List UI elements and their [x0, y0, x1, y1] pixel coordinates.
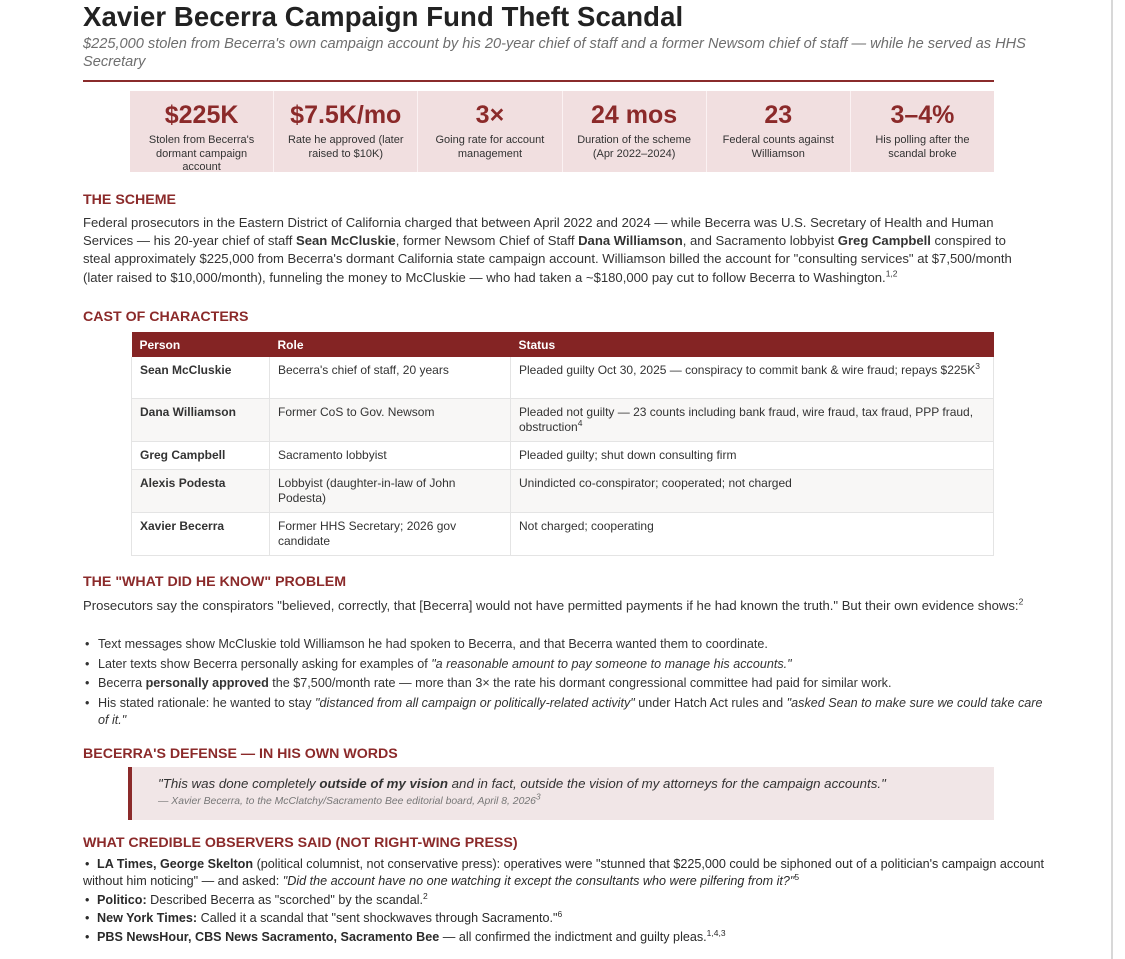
person-cell: Dana Williamson — [132, 398, 270, 441]
table-row — [132, 357, 994, 398]
stat-multiple — [417, 91, 561, 172]
text-run: (political columnist, not conservative press): operatives were "stunned that $225,000 could be siphoned out of a politician's campaign account without him noticing" — and asked: — [83, 857, 1045, 889]
text-run: "This was done completely — [158, 776, 320, 791]
table-row — [132, 441, 994, 469]
footnote-ref: 4 — [577, 417, 583, 428]
role-cell: Becerra's chief of staff, 20 years — [270, 357, 511, 398]
table-row — [132, 469, 994, 512]
stat-duration — [562, 91, 706, 172]
stat-value: 3× — [475, 101, 505, 129]
role-cell: Sacramento lobbyist — [270, 441, 511, 469]
text-run: conspired to steal approximately $225,000 from Becerra's dormant California state campaign account. Williamson billed the account for "consulting services" at $7,500/month (later raised to $10,000/month), funneling the money to McCluskie — who had taken a ~$180,000 pay cut to follow Becerra to Washington. — [83, 233, 1012, 285]
status-cell: Not charged; cooperating — [511, 512, 994, 555]
column-header: Person — [132, 332, 270, 357]
text-run: , and Sacramento lobbyist — [682, 233, 838, 249]
stat-label: Federal counts against Williamson — [722, 134, 834, 160]
section-heading-know: THE "WHAT DID HE KNOW" PROBLEM — [83, 574, 347, 590]
text-run: the $7,500/month rate — more than 3× the rate his dormant congressional committee had paid for similar work. — [268, 676, 892, 690]
person-cell: Sean McCluskie — [132, 357, 270, 398]
emphasis-run: outside of my vision — [319, 776, 448, 791]
stat-stolen — [130, 91, 273, 172]
list-item: • Text messages show McCluskie told Williamson he had spoken to Becerra, and that Becerra wanted them to coordinate. — [83, 636, 1053, 653]
stat-rate — [273, 91, 417, 172]
stat-label: Going rate for account management — [435, 134, 545, 160]
quote-run: "Did the account have no one watching it except the consultants who were pilfering from it?" — [282, 874, 795, 889]
know-intro — [83, 597, 1033, 615]
person-name: Dana Williamson — [578, 233, 683, 249]
column-header: Status — [511, 332, 994, 357]
list-item — [83, 910, 1073, 927]
footnote-ref: 2 — [1018, 596, 1024, 607]
observers-list — [83, 856, 1073, 947]
text-run: — Xavier Becerra, to the McClatchy/Sacramento Bee editorial board, April 8, 2026 — [158, 796, 536, 807]
section-heading-observers: WHAT CREDIBLE OBSERVERS SAID (NOT RIGHT-WING PRESS) — [83, 835, 518, 851]
list-item — [83, 656, 1053, 673]
text-run: , former Newsom Chief of Staff — [395, 233, 579, 249]
person-name: Sean McCluskie — [295, 233, 396, 249]
stat-counts — [706, 91, 850, 172]
page-subtitle: $225,000 stolen from Becerra's own campaign account by his 20-year chief of staff and a former Newsom chief of staff — while he served as HHS Secretary — [83, 36, 1026, 70]
page-title: Xavier Becerra Campaign Fund Theft Scandal — [83, 1, 684, 32]
source-name: Politico: — [97, 892, 147, 907]
quote-text — [158, 775, 994, 793]
stat-value: $7.5K/mo — [290, 101, 402, 129]
list-item — [83, 856, 1073, 890]
person-cell: Greg Campbell — [132, 441, 270, 469]
cast-table — [131, 332, 994, 556]
footnote-ref: 6 — [557, 909, 563, 920]
footnote-ref: 1,4,3 — [706, 927, 726, 938]
quote-attribution — [158, 791, 994, 807]
list-item — [83, 695, 1053, 729]
status-cell — [511, 398, 994, 441]
stat-value: 3–4% — [890, 101, 955, 129]
list-item — [83, 892, 1073, 909]
footnote-ref: 3 — [975, 361, 980, 371]
quote-run: "asked Sean to make sure we could take care of it." — [98, 695, 1043, 727]
role-cell: Former HHS Secretary; 2026 gov candidate — [270, 512, 511, 555]
footnote-ref: 2 — [423, 890, 428, 901]
text-run: Prosecutors say the conspirators "believed, correctly, that [Becerra] would not have permitted payments if he had known the truth." But their own evidence shows: — [83, 598, 1019, 613]
stat-value: $225K — [164, 101, 239, 129]
text-run: Becerra — [98, 676, 146, 690]
table-row — [132, 398, 994, 441]
list-item — [83, 675, 1053, 692]
person-cell: Xavier Becerra — [132, 512, 270, 555]
text-run: Federal prosecutors in the Eastern District of California charged that between April 2022 and 2024 — while Becerra was U.S. Secretary of Health and Human Services — his 20-year chief of staff — [83, 215, 994, 249]
list-item — [83, 929, 1073, 946]
source-name: PBS NewsHour, CBS News Sacramento, Sacramento Bee — [97, 929, 440, 944]
stat-value: 24 mos — [591, 101, 678, 129]
table-header-row — [132, 332, 994, 357]
section-heading-cast: CAST OF CHARACTERS — [83, 309, 249, 325]
stat-label: Duration of the scheme (Apr 2022–2024) — [577, 134, 691, 160]
text-run: under Hatch Act rules and — [634, 695, 787, 710]
role-cell: Lobbyist (daughter-in-law of John Podesta) — [270, 469, 511, 512]
table-row — [132, 512, 994, 555]
text-run: Called it a scandal that "sent shockwaves through Sacramento." — [197, 911, 558, 926]
stat-value: 23 — [764, 101, 793, 129]
footnote-ref: 3 — [535, 791, 541, 802]
evidence-list — [83, 636, 1053, 731]
status-cell — [511, 357, 994, 398]
status-text: Pleaded not guilty — 23 counts including bank fraud, wire fraud, tax fraud, PPP fraud, obstruction — [519, 404, 974, 434]
quote-run: "distanced from all campaign or politically-related activity" — [315, 695, 635, 710]
column-header: Role — [270, 332, 511, 357]
text-run: and in fact, outside the vision of my attorneys for the campaign accounts." — [447, 776, 886, 791]
status-text: Pleaded guilty Oct 30, 2025 — conspiracy to commit bank & wire fraud; repays $225K — [519, 363, 976, 377]
section-heading-scheme: THE SCHEME — [83, 192, 177, 208]
status-cell: Pleaded guilty; shut down consulting firm — [511, 441, 994, 469]
person-name: Greg Campbell — [837, 233, 931, 249]
emphasis-run: personally approved — [145, 676, 269, 690]
text-run: His stated rationale: he wanted to stay — [98, 695, 316, 710]
text-run: Later texts show Becerra personally asking for examples of — [98, 656, 432, 671]
scheme-paragraph — [83, 214, 1033, 287]
pull-quote — [128, 767, 994, 820]
page-edge-rule — [1111, 0, 1113, 959]
text-run: — all confirmed the indictment and guilty pleas. — [439, 929, 707, 944]
text-run: Described Becerra as "scorched" by the scandal. — [146, 892, 424, 907]
person-cell: Alexis Podesta — [132, 469, 270, 512]
source-name: LA Times, George Skelton — [97, 857, 254, 871]
stat-label: His polling after the scandal broke — [875, 134, 970, 160]
stat-label: Stolen from Becerra's dormant campaign account — [148, 134, 255, 173]
section-heading-defense: BECERRA'S DEFENSE — IN HIS OWN WORDS — [83, 746, 398, 762]
quote-run: "a reasonable amount to pay someone to manage his accounts." — [431, 656, 792, 671]
footnote-ref: 5 — [794, 872, 800, 883]
stats-banner — [130, 91, 994, 172]
role-cell: Former CoS to Gov. Newsom — [270, 398, 511, 441]
source-name: New York Times: — [97, 911, 198, 926]
footnote-ref: 1,2 — [885, 268, 898, 279]
title-divider — [83, 80, 994, 82]
status-cell: Unindicted co-conspirator; cooperated; not charged — [511, 469, 994, 512]
stat-label: Rate he approved (later raised to $10K) — [287, 134, 404, 160]
stat-polling — [850, 91, 994, 172]
